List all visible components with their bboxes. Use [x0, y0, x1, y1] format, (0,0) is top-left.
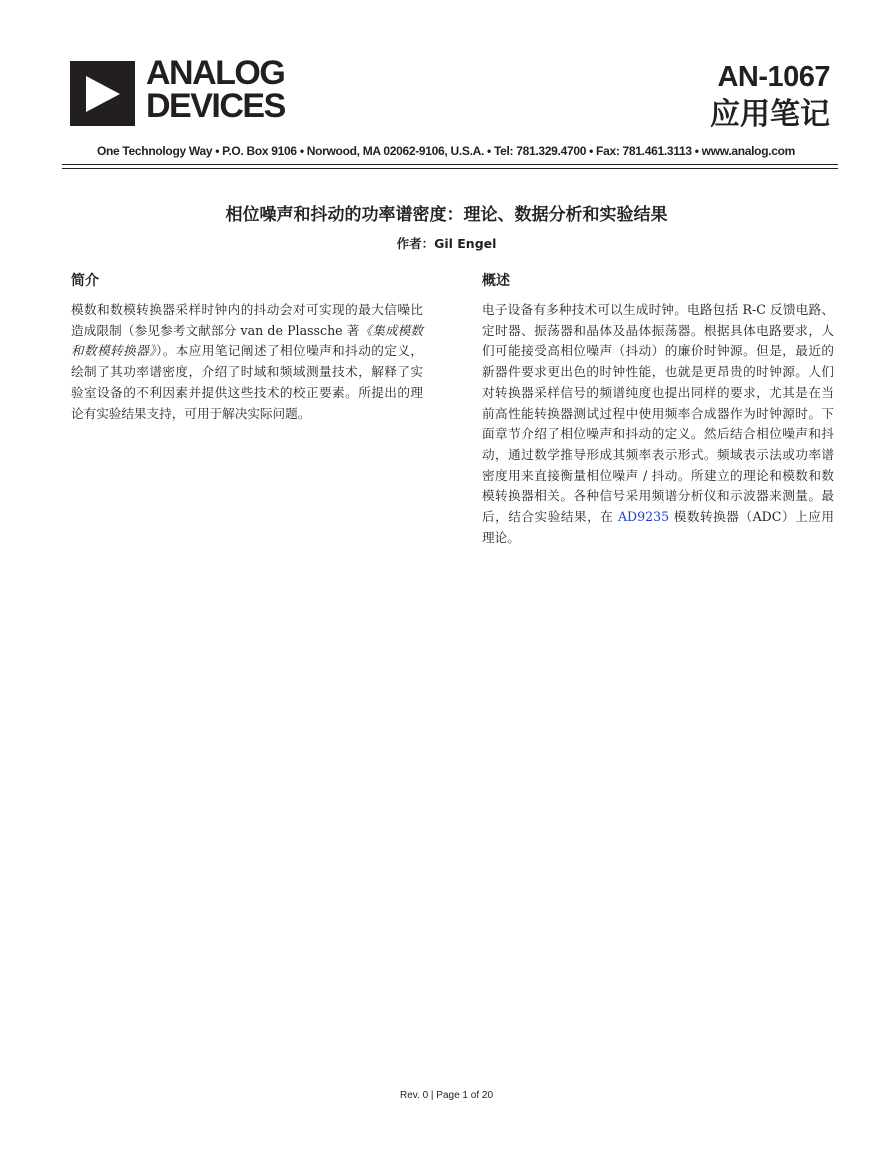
- overview-paragraph: [482, 300, 834, 548]
- overview-text-2: 模数转换器（ADC）上应用理论。: [482, 509, 834, 545]
- overview-section: [482, 272, 834, 548]
- logo-wordmark: [146, 54, 285, 125]
- header-rule-thick: [62, 164, 838, 165]
- intro-section: [71, 272, 423, 424]
- company-address: One Technology Way • P.O. Box 9106 • Norwood, MA 02062-9106, U.S.A. • Tel: 781.329.4700 • Fax: 781.461.3113 • www.analog.com: [96, 144, 796, 158]
- page-title: 相位噪声和抖动的功率谱密度：理论、数据分析和实验结果: [225, 205, 668, 225]
- document-type: 应用笔记: [710, 97, 830, 132]
- page-footer: Rev. 0 | Page 1 of 20: [399, 1090, 494, 1101]
- logo-line-1: ANALOG: [146, 54, 285, 92]
- intro-text-1: 模数和数模转换器采样时钟内的抖动会对可实现的最大信噪比造成限制（参见参考文献部分 van de Plassche 著: [71, 302, 423, 338]
- logo-line-2: DEVICES: [146, 87, 285, 125]
- analog-devices-logo: [70, 54, 305, 127]
- intro-book-title: 《集成模数和数模转换器》: [71, 322, 423, 359]
- ad9235-link[interactable]: AD9235: [617, 509, 670, 525]
- author-line: 作者：Gil Engel: [396, 236, 497, 251]
- header-rule-thin: [62, 168, 838, 169]
- document-id-block: [710, 60, 830, 134]
- overview-text-1: 电子设备有多种技术可以生成时钟。电路包括 R-C 反馈电路、定时器、振荡器和晶体及晶体振荡器。根据具体电路要求，人们可能接受高相位噪声（抖动）的廉价时钟源。但是，最近的新器件要求更出色的时钟性能，也就是更昂贵的时钟源。人们对转换器采样信号的频谱纯度也提出同样的要求，尤其是在当前高性能转换器测试过程中使用频率合成器作为时钟源时。下面章节介绍了相位噪声和抖动的定义。然后结合相位噪声和抖动，通过数学推导形成其频率表示形式。频域表示法或功率谱密度用来直接衡量相位噪声 / 抖动。所建立的理论和模数和数模转换器相关。各种信号采用频谱分析仪和示波器来测量。最后，结合实验结果，在: [482, 302, 834, 525]
- intro-paragraph: [71, 300, 423, 424]
- intro-heading: 简介: [71, 273, 99, 289]
- play-triangle-logo-icon: [70, 61, 135, 126]
- document-number: AN-1067: [717, 61, 830, 93]
- overview-heading: 概述: [482, 273, 510, 289]
- intro-text-2: ）。本应用笔记阐述了相位噪声和抖动的定义，绘制了其功率谱密度，介绍了时域和频域测量技术，解释了实验室设备的不利因素并提供这些技术的校正要素。所提出的理论有实验结果支持，可用于解决实际问题。: [71, 343, 424, 421]
